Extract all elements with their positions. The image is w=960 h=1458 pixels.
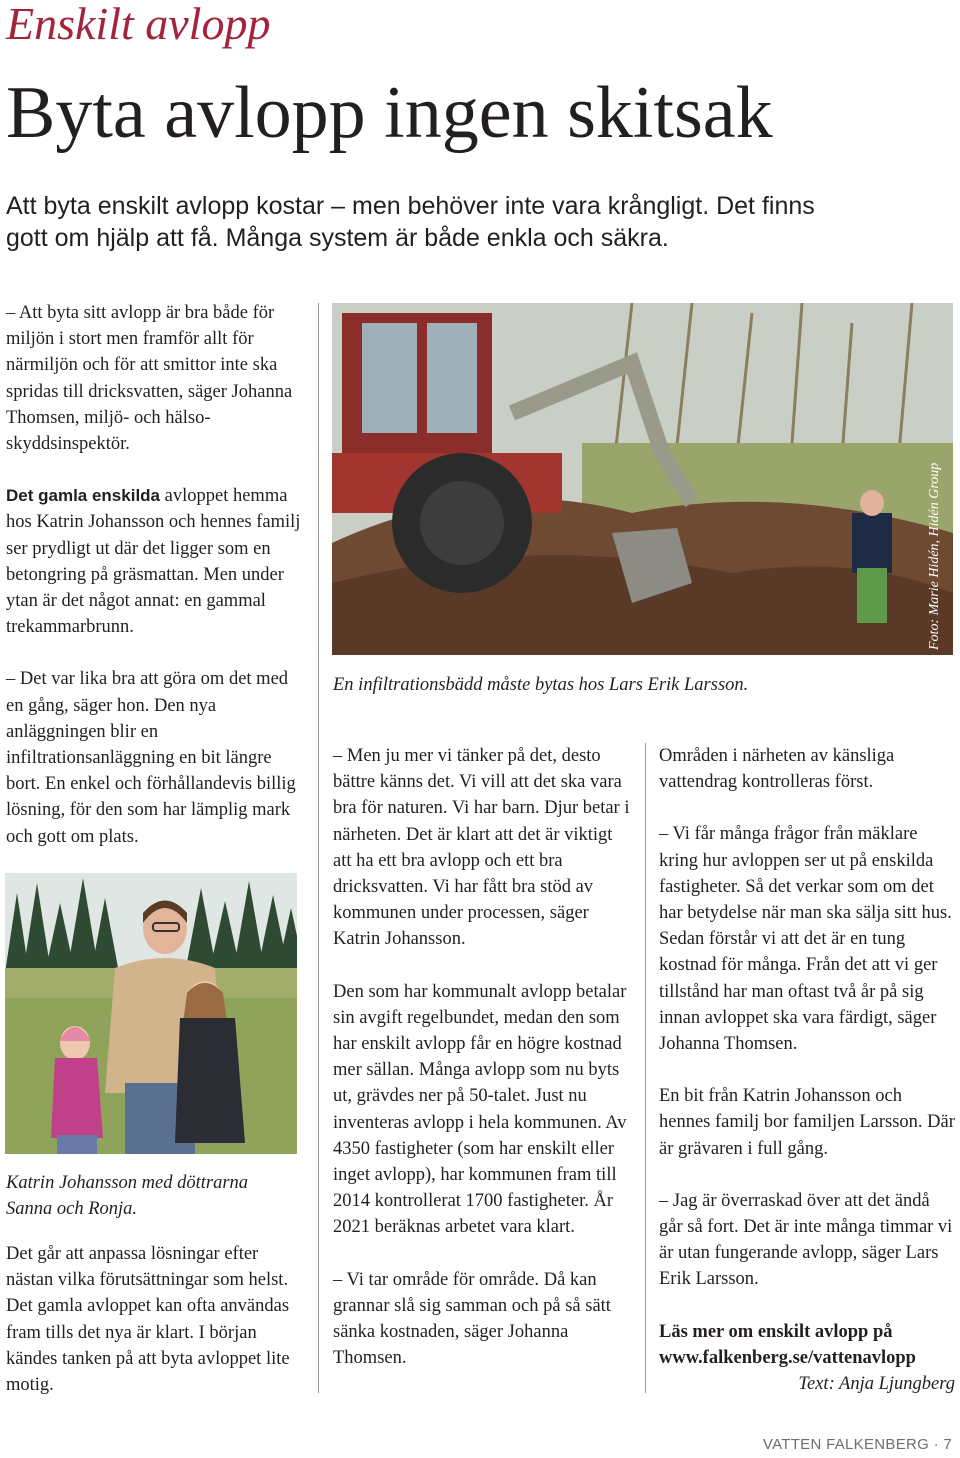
- paragraph: – Jag är överraskad över att det ändå går så fort. Det är inte många timmar vi är utan fungerande avlopp, säger Lars Erik Larsson.: [659, 1190, 953, 1290]
- paragraph: – Att byta sitt avlopp är bra både för miljön i stort men framför allt för närmiljön och för att smittor inte ska spridas till dricksvatten, säger Johanna Thomsen, miljö- och hälsoskyddsinspektör.: [6, 303, 293, 455]
- article-title: Byta avlopp ingen skitsak: [6, 72, 773, 154]
- byline: Text: Anja Ljungberg: [798, 1374, 955, 1395]
- paragraph: – Vi får många frågor från mäklare kring hur avloppen ser ut på enskilda fastigheter. Så det verkar som om det har betydelse när man ska sälja sitt hus. Sedan förstår vi att det är en tung kostnad för många. Från det att vi ger tillstånd har man oftast två år på sig innan avloppet ska vara färdigt, säger Johanna Thomsen.: [659, 824, 952, 1055]
- paragraph-lead-in: Det gamla enskilda: [6, 486, 161, 506]
- family-photo-caption: Katrin Johansson med döttrarna Sanna och Ronja.: [6, 1173, 249, 1220]
- read-more-text: Läs mer om enskilt avlopp på www.falkenberg.se/vattenavlopp: [659, 1321, 916, 1368]
- paragraph: Områden i närheten av känsliga vattendrag kontrolleras först.: [659, 746, 895, 793]
- paragraph: – Men ju mer vi tänker på det, desto bättre känns det. Vi vill att det ska vara bra för naturen. Vi har barn. Djur betar i närheten. Det är klart att det är viktigt att ha ett bra avlopp och ett bra dricksvatten. Vi har fått bra stöd av kommunen under processen, säger Katrin Johansson.: [333, 746, 630, 950]
- read-more-link[interactable]: [659, 1319, 955, 1371]
- photo-credit: Foto: Marie Hidén, Hidén Group: [927, 462, 942, 650]
- paragraph: [6, 483, 306, 640]
- column-divider: [645, 743, 646, 1393]
- paragraph: – Det var lika bra att göra om det med en gång, säger hon. Den nya anläggningen blir en infiltrationsanläggning en bit längre bort. En enkel och förhållandevis billig lösning, för den som har lämplig mark och gott om plats.: [6, 669, 296, 847]
- column-1-bottom: [6, 1241, 306, 1424]
- page-footer: VATTEN FALKENBERG · 7: [762, 1436, 952, 1453]
- paragraph: Den som har kommunalt avlopp betalar sin avgift regelbundet, medan den som har enskilt avlopp får en högre kostnad mer sällan. Många avlopp som nu byts ut, grävdes ner på 50-talet. Just nu inventeras avlopp i hela kommunen. Av 4350 fastigheter (som har enskilt eller inget avlopp), har kommunen fram till 2014 kontrollerat 1700 fastigheter. År 2021 beräknas arbetet vara klart.: [333, 981, 627, 1238]
- section-kicker: Enskilt avlopp: [6, 0, 271, 49]
- article-lead: Att byta enskilt avlopp kostar – men behöver inte vara krångligt. Det finns gott om hjälp att få. Många system är både enkla och säkra.: [6, 192, 815, 252]
- paragraph: – Vi tar område för område. Då kan grannar slå sig samman och på så sätt sänka kostnaden, säger Johanna Thomsen.: [333, 1269, 611, 1369]
- paragraph-text: avloppet hemma hos Katrin Johansson och hennes familj ser prydligt ut där det ligger som en betongring på gräsmattan. Men under ytan är det något annat: en gammal trekammarbrunn.: [6, 486, 301, 638]
- paragraph: Det går att anpassa lösningar efter nästan vilka förutsättningar som helst. Det gamla avloppet kan ofta användas fram tills det nya är klart. I början kändes tanken på att byta avloppet lite motig.: [6, 1244, 290, 1396]
- family-photo: [5, 873, 297, 1154]
- excavator-photo-caption: En infiltrationsbädd måste bytas hos Lars Erik Larsson.: [333, 675, 749, 695]
- column-1: [6, 300, 306, 876]
- column-2: [333, 743, 633, 1397]
- excavator-photo: [332, 303, 953, 655]
- column-3: [659, 743, 955, 1397]
- paragraph: En bit från Katrin Johansson och hennes familj bor familjen Larsson. Där är grävaren i full gång.: [659, 1086, 955, 1159]
- column-divider: [318, 303, 319, 1393]
